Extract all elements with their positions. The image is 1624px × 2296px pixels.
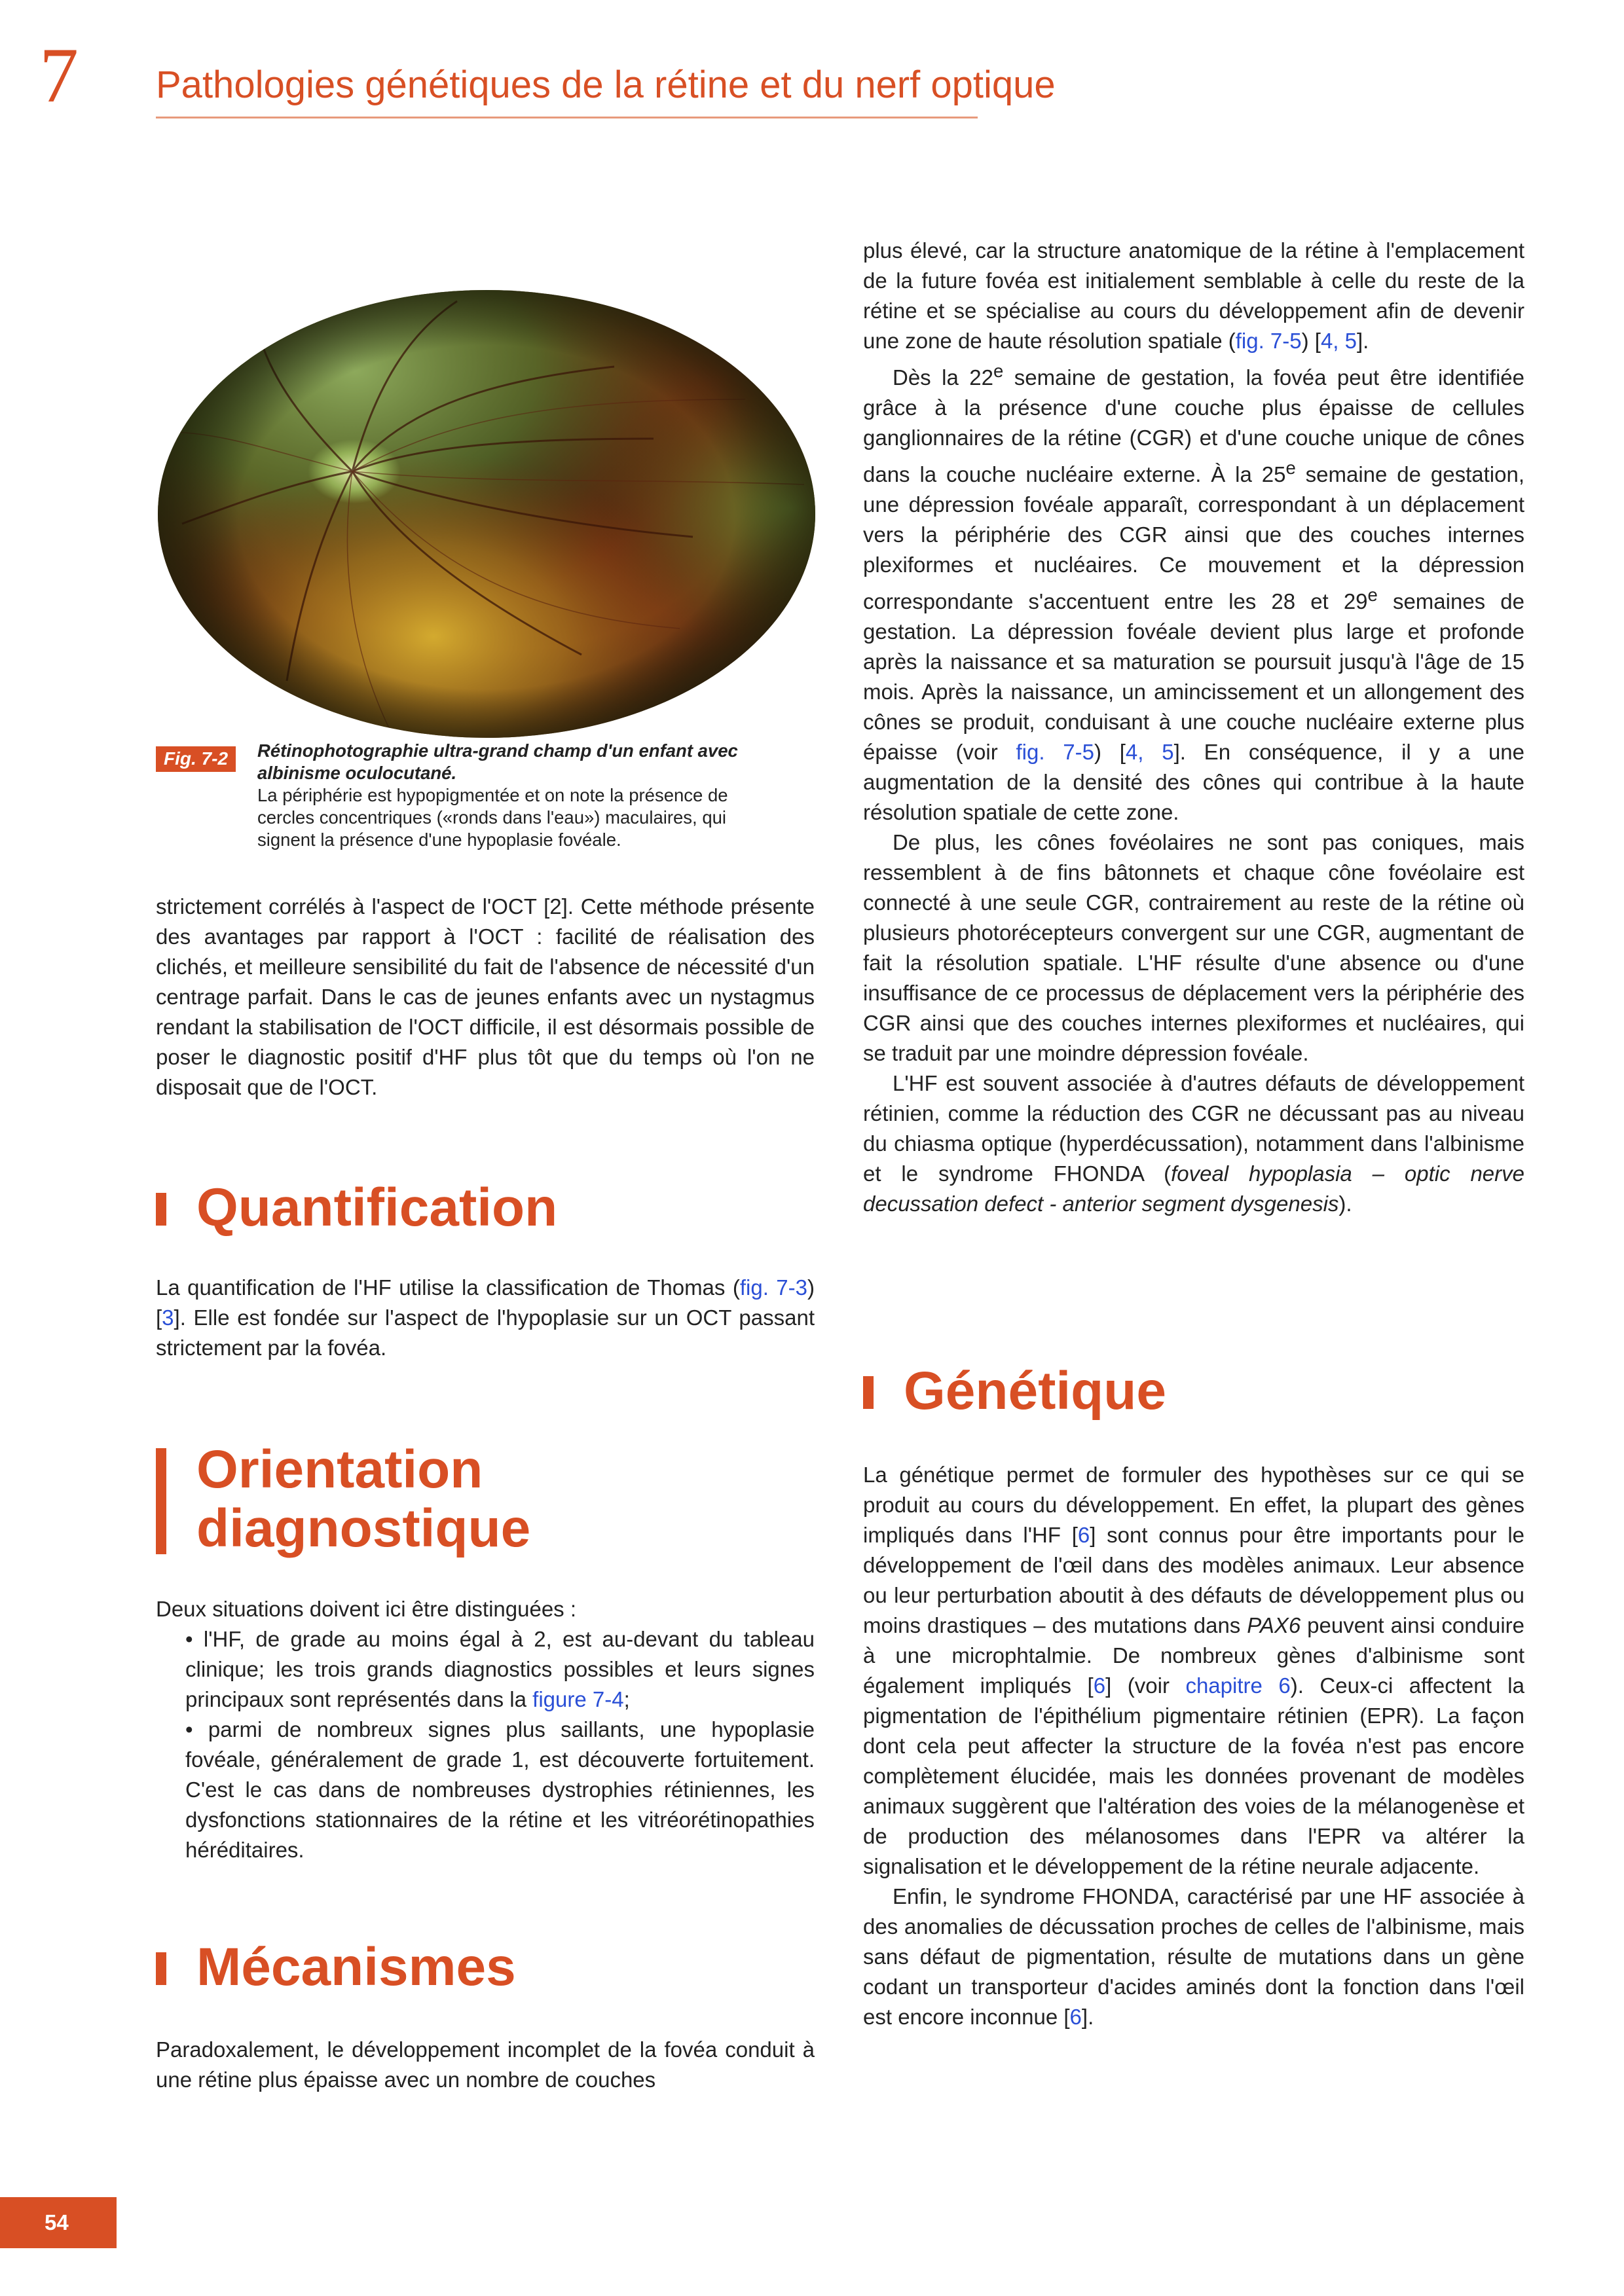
text: • l'HF, de grade au moins égal à 2, est au-devant du tableau clinique; les trois grands diagnostics possibles et leurs signes principaux sont représentés dans la [185,1627,815,1711]
link-fig-7-3[interactable]: fig. 7-3 [739,1275,807,1300]
link-chapitre-6[interactable]: chapitre 6 [1185,1673,1291,1698]
intro-text: strictement corrélés à l'aspect de l'OCT [2]. Cette méthode présente des avantages par rapport à l'OCT : facilité de réalisation des clichés, et meilleure sensibilité du fait de l'absence de nécessité d'un centrage parfait. Dans le cas de jeunes enfants avec un nystagmus rendant la stabilisation de l'OCT difficile, il est désormais possible de poser le diagnostic positif d'HF plus tôt que du temps où l'on ne disposait que de l'OCT. [156,894,815,1099]
text: ]. Elle est fondée sur l'aspect de l'hypoplasie sur un OCT passant strictement par la fovéa. [156,1305,815,1360]
text: La génétique permet de formuler des hypothèses sur ce qui se produit au cours du développement. En effet, la plupart des gènes impliqués dans l'HF [ [863,1463,1524,1547]
mecanismes-paragraph [156,2035,815,2095]
genetique-paragraph-2 [863,1882,1524,2032]
ref-6-link[interactable]: 6 [1093,1673,1106,1698]
ref-6-link[interactable]: 6 [1069,2005,1082,2029]
genetique-text [863,1460,1524,2032]
heading-text: Mécanismes [196,1937,516,1997]
left-intro-paragraph [156,892,815,1102]
text: plus élevé, car la structure anatomique de la rétine à l'emplacement de la future fovéa est initialement semblable à celle du reste de la rétine et se spécialise au cours du développement afin de devenir une zone de haute résolution spatiale ( [863,238,1524,353]
text: ). Ceux-ci affectent la pigmentation de l'épithélium pigmentaire rétinien (EPR). La façon dont cela peut affecter la structure de la fovéa n'est pas encore complètement élucidée, mais les données provenant de modèles animaux suggèrent que l'altération des voies de la mélanogenèse et de production des mélanosomes dans l'EPR va altérer la signalisation et le développement de la rétine neurale adjacente. [863,1673,1524,1878]
text: ) [ [156,1275,815,1330]
text: Enfin, le syndrome FHONDA, caractérisé par une HF associée à des anomalies de décussation proches de celles de l'albinisme, mais sans défaut de pigmentation, résulte de mutations dans un gène codant un transporteur d'acides aminés dont la fonction dans l'œil est encore inconnue [ [863,1884,1524,2029]
text: semaine de gestation, la fovéa peut être identifiée grâce à la présence d'une couche plus épaisse de cellules ganglionnaires de la rétine (CGR) et d'une couche unique de cônes dans la couche nucléaire externe. À la 25 [863,365,1524,486]
bullet-1 [156,1624,815,1715]
ref-6-link[interactable]: 6 [1077,1523,1090,1547]
text: Dès la 22 [893,365,993,390]
paragraph-3: De plus, les cônes fovéolaires ne sont pas coniques, mais ressemblent à de fins bâtonnets et chaque cône fovéolaire est connecté à une seule CGR, contrairement au reste de la rétine où plusieurs photorécepteurs convergent sur une CGR, augmentant de fait la résolution spatiale. L'HF résulte d'une absence ou d'une insuffisance de ce processus de déplacement vers la périphérie des CGR ainsi que des couches internes plexiformes et nucléaires, qui se traduit par une moindre dépression fovéale. [863,830,1524,1065]
text: ) [ [1094,740,1126,764]
gene-name: PAX6 [1247,1613,1301,1637]
text: semaine de gestation, une dépression fovéale apparaît, correspondant à un déplacement vers la périphérie des CGR ainsi que des couches internes plexiformes et nucléaires. Ce mouvement et la dépression correspondante s'accentuent entre les 28 et 29 [863,462,1524,613]
heading-text: Quantification [196,1178,558,1237]
genetique-paragraph-1 [863,1460,1524,1882]
heading-bar [156,1448,166,1554]
text: ) [ [1301,329,1321,353]
link-figure-7-4[interactable]: figure 7-4 [532,1687,624,1711]
link-fig-7-5[interactable]: fig. 7-5 [1016,740,1094,764]
link-fig-7-5[interactable]: fig. 7-5 [1235,329,1302,353]
text: ]. En conséquence, il y a une augmentation de la densité des cônes qui contribue à la haute résolution spatiale de cette zone. [863,740,1524,824]
mecanismes-text: Paradoxalement, le développement incomplet de la fovéa conduit à une rétine plus épaisse avec un nombre de couches [156,2037,815,2092]
chapter-number: 7 [39,31,79,118]
ref-4-5-link[interactable]: 4, 5 [1125,740,1174,764]
caption-line-1: La périphérie est hypopigmentée et on note la présence de [257,785,728,805]
page-number-box [0,2197,117,2248]
text: semaines de gestation. La dépression fovéale devient plus large et profonde après la naissance et sa maturation se poursuit jusqu'à l'âge de 15 mois. Après la naissance, un amincissement et un allongement des cônes se produit, conduisant à une couche nucléaire externe plus épaisse (voir [863,589,1524,764]
bullet-2: • parmi de nombreux signes plus saillants, une hypoplasie fovéale, généralement de grade 1, est découverte fortuitement. C'est le cas dans de nombreuses dystrophies rétiniennes, les dysfonctions stationnaires de la rétine et les vitréorétinopathies héréditaires. [185,1717,815,1862]
text: ]. [1081,2005,1094,2029]
paragraph-1 [863,236,1524,356]
figure-label: Fig. 7-2 [156,746,236,772]
text: peuvent ainsi conduire à une microphtalmie. De nombreux gènes d'albinisme sont également impliqués [ [863,1613,1524,1698]
orientation-text [156,1594,815,1865]
paragraph-4 [863,1068,1524,1219]
text: ). [1338,1192,1352,1216]
text: ; [623,1687,630,1711]
caption-body [257,740,814,851]
heading-bar [156,1193,166,1226]
superscript: e [1367,585,1378,605]
orientation-intro: Deux situations doivent ici être distinguées : [156,1597,577,1621]
heading-bar [156,1952,166,1985]
fundus-photograph [156,288,817,746]
quantification-paragraph [156,1273,815,1363]
paragraph-2 [863,356,1524,828]
text: La quantification de l'HF utilise la classification de Thomas ( [156,1275,740,1300]
heading-text-line-2: diagnostique [196,1499,531,1558]
ref-4-5-link[interactable]: 4, 5 [1320,329,1357,353]
header-rule [156,117,978,118]
caption-title: Rétinophotographie ultra-grand champ d'un enfant avec albinisme oculocutané. [257,740,738,783]
text: ]. [1357,329,1369,353]
italic-text: foveal hypoplasia – optic nerve decussation defect - anterior segment dysgenesis [863,1161,1524,1216]
right-column-text [863,236,1524,1219]
heading-text-line-1: Orientation [196,1440,483,1499]
caption-line-2: cercles concentriques («ronds dans l'eau») maculaires, qui [257,807,727,828]
superscript: e [993,361,1004,381]
heading-bar [863,1376,874,1409]
text: L'HF est souvent associée à d'autres défauts de développement rétinien, comme la réduction des CGR ne décussant pas au niveau du chiasma optique (hyperdécussation), notamment dans l'albinisme et le syndrome FHONDA ( [863,1071,1524,1186]
heading-text: Génétique [904,1361,1166,1421]
caption-line-3: signent la présence d'une hypoplasie fovéale. [257,829,621,850]
text: ] sont connus pour être importants pour le développement de l'œil dans des modèles animaux. Leur absence ou leur perturbation aboutit à des défauts de développement plus ou moins drastiques – des mutations dans [863,1523,1525,1637]
running-title: Pathologies génétiques de la rétine et du nerf optique [156,64,1056,106]
superscript: e [1285,458,1296,478]
page-number: 54 [45,2210,69,2234]
text: ] (voir [1105,1673,1186,1698]
ref-3-link[interactable]: 3 [162,1305,174,1330]
